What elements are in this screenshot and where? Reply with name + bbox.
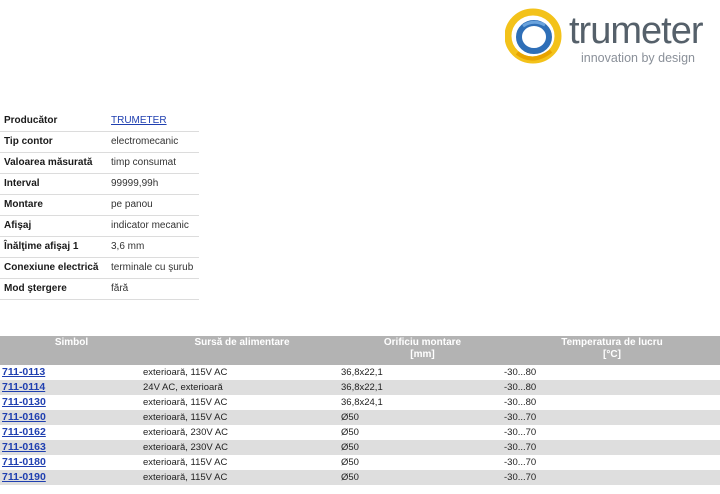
header-title: Temperatura de lucru bbox=[561, 337, 663, 348]
header-title: Sursă de alimentare bbox=[194, 337, 290, 348]
header-title: Orificiu montare bbox=[383, 337, 462, 348]
spec-row bbox=[0, 111, 199, 132]
cell-mounting-hole: 36,8x22,1 bbox=[341, 367, 383, 378]
cell-symbol bbox=[0, 470, 143, 485]
spec-row bbox=[0, 132, 199, 153]
spec-value: 3,6 mm bbox=[107, 237, 199, 258]
cell-symbol bbox=[0, 395, 143, 410]
cell-mounting-hole: 36,8x24,1 bbox=[341, 397, 383, 408]
spec-label: Afişaj bbox=[0, 216, 107, 237]
table-row bbox=[0, 365, 720, 380]
header-unit: [mm] bbox=[410, 349, 435, 360]
table-row bbox=[0, 440, 720, 455]
table-row bbox=[0, 425, 720, 440]
spec-row bbox=[0, 279, 199, 300]
spec-label: Conexiune electrică bbox=[0, 258, 107, 279]
spec-value: electromecanic bbox=[107, 132, 199, 153]
product-symbol-link[interactable]: 711-0114 bbox=[2, 381, 46, 393]
spec-label: Producător bbox=[0, 111, 107, 132]
spec-label: Interval bbox=[0, 174, 107, 195]
spec-row bbox=[0, 195, 199, 216]
cell-symbol bbox=[0, 365, 143, 380]
spec-value: indicator mecanic bbox=[107, 216, 199, 237]
cell-symbol bbox=[0, 425, 143, 440]
cell-temperature: -30...80 bbox=[504, 380, 720, 395]
manufacturer-link[interactable]: TRUMETER bbox=[111, 115, 167, 126]
table-header-row bbox=[0, 336, 720, 365]
table-row bbox=[0, 395, 720, 410]
products-table bbox=[0, 336, 720, 485]
trumeter-logo bbox=[505, 5, 717, 65]
spec-row bbox=[0, 237, 199, 258]
column-header-mounting-hole bbox=[341, 336, 504, 365]
table-row bbox=[0, 470, 720, 485]
cell-supply: exterioară, 115V AC bbox=[143, 367, 228, 378]
spec-value: timp consumat bbox=[107, 153, 199, 174]
spec-row bbox=[0, 153, 199, 174]
cell-supply: exterioară, 230V AC bbox=[143, 427, 229, 438]
cell-temperature: -30...70 bbox=[504, 470, 720, 485]
cell-mounting-hole: Ø50 bbox=[341, 410, 504, 425]
column-header-symbol bbox=[0, 336, 143, 365]
cell-temperature: -30...70 bbox=[504, 427, 537, 438]
header-title: Simbol bbox=[54, 337, 89, 348]
product-symbol-link[interactable]: 711-0130 bbox=[2, 396, 46, 408]
table-row bbox=[0, 380, 720, 395]
cell-mounting-hole: Ø50 bbox=[341, 457, 359, 468]
cell-supply: exterioară, 115V AC bbox=[143, 397, 228, 408]
cell-supply: exterioară, 230V AC bbox=[143, 440, 341, 455]
cell-supply: exterioară, 115V AC bbox=[143, 457, 228, 468]
spec-row bbox=[0, 258, 199, 279]
cell-temperature: -30...80 bbox=[504, 397, 537, 408]
product-symbol-link[interactable]: 711-0162 bbox=[2, 426, 46, 438]
spec-value: 99999,99h bbox=[107, 174, 199, 195]
spec-row bbox=[0, 216, 199, 237]
column-header-supply bbox=[143, 336, 341, 365]
spec-label: Montare bbox=[0, 195, 107, 216]
product-symbol-link[interactable]: 711-0190 bbox=[2, 471, 46, 483]
cell-mounting-hole: Ø50 bbox=[341, 470, 504, 485]
product-symbol-link[interactable]: 711-0180 bbox=[2, 456, 46, 468]
cell-supply: exterioară, 115V AC bbox=[143, 470, 341, 485]
cell-supply: exterioară, 115V AC bbox=[143, 410, 341, 425]
header-unit: [°C] bbox=[603, 349, 621, 360]
spec-value bbox=[107, 111, 199, 132]
cell-temperature: -30...80 bbox=[504, 367, 537, 378]
table-row bbox=[0, 455, 720, 470]
spec-label: Valoarea măsurată bbox=[0, 153, 107, 174]
product-symbol-link[interactable]: 711-0163 bbox=[2, 441, 46, 453]
cell-supply: 24V AC, exterioară bbox=[143, 380, 341, 395]
spec-row bbox=[0, 174, 199, 195]
spec-value: pe panou bbox=[107, 195, 199, 216]
spec-value: terminale cu şurub bbox=[107, 258, 199, 279]
cell-temperature: -30...70 bbox=[504, 410, 720, 425]
cell-mounting-hole: Ø50 bbox=[341, 440, 504, 455]
table-row bbox=[0, 410, 720, 425]
logo-wordmark: trumeter bbox=[569, 10, 703, 52]
trumeter-logo-mark-icon bbox=[505, 7, 565, 65]
spec-value: fără bbox=[107, 279, 199, 300]
specifications-table bbox=[0, 111, 199, 300]
product-symbol-link[interactable]: 711-0160 bbox=[2, 411, 46, 423]
cell-mounting-hole: Ø50 bbox=[341, 427, 359, 438]
column-header-temperature bbox=[504, 336, 720, 365]
cell-symbol bbox=[0, 380, 143, 395]
spec-label: Mod ştergere bbox=[0, 279, 107, 300]
cell-symbol bbox=[0, 410, 143, 425]
cell-symbol bbox=[0, 455, 143, 470]
cell-temperature: -30...70 bbox=[504, 457, 537, 468]
cell-mounting-hole: 36,8x22,1 bbox=[341, 380, 504, 395]
spec-label: Înălţime afişaj 1 bbox=[0, 237, 107, 258]
cell-symbol bbox=[0, 440, 143, 455]
cell-temperature: -30...70 bbox=[504, 440, 720, 455]
spec-label: Tip contor bbox=[0, 132, 107, 153]
logo-tagline: innovation by design bbox=[581, 51, 695, 65]
product-symbol-link[interactable]: 711-0113 bbox=[2, 366, 46, 378]
